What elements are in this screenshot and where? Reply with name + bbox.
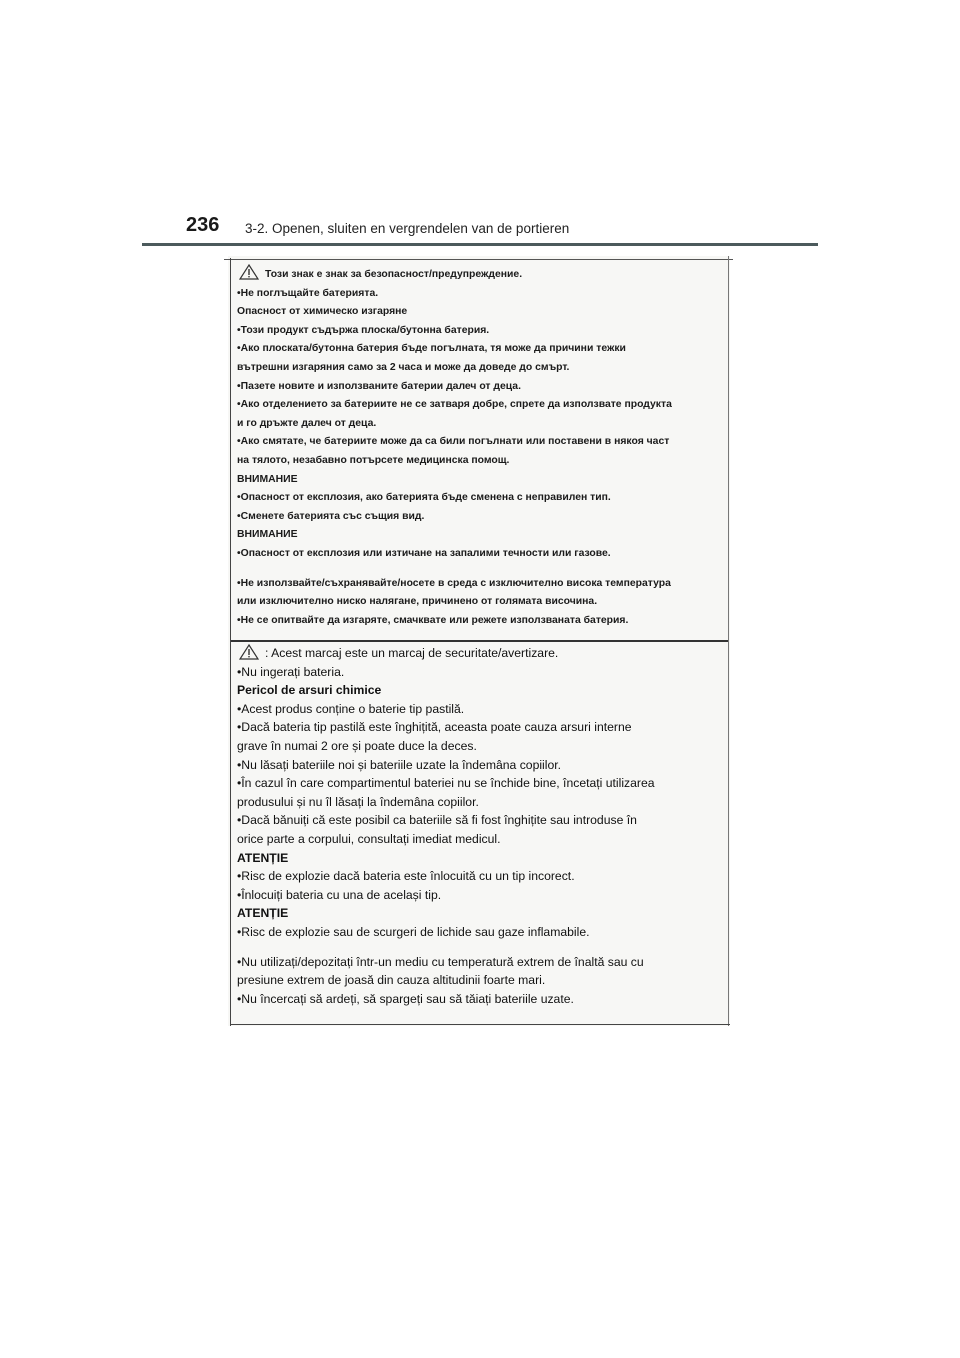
language-divider xyxy=(231,640,728,642)
text-line: •Ако плоската/бутонна батерия бъде погълната, тя може да причини тежки xyxy=(237,343,626,355)
text-line: вътрешни изгаряния само за 2 часа и може да доведе до смърт. xyxy=(237,361,570,373)
text-line: produsului și nu îl lăsați la îndemâna copiilor. xyxy=(237,794,479,809)
text-line: •Nu utilizați/depozitați într-un mediu cu temperatură extrem de înaltă sau cu xyxy=(237,954,644,969)
text-line: •Nu lăsați bateriile noi și bateriile uzate la îndemâna copiilor. xyxy=(237,757,562,772)
text-line: •Nu încercați să ardeți, să spargeți sau să tăiați bateriile uzate. xyxy=(237,991,574,1006)
warning-triangle-icon xyxy=(239,264,259,280)
text-line: •Acest produs conține o baterie tip pastilă. xyxy=(237,701,465,716)
text-line: •Dacă bateria tip pastilă este înghițită, aceasta poate cauza arsuri interne xyxy=(237,720,632,735)
bg-lines-d xyxy=(237,545,717,564)
text-line: •Сменете батерията със същия вид. xyxy=(237,510,425,522)
ro-heading-attention-2: ATENȚIE xyxy=(237,906,289,921)
ro-lines-b xyxy=(237,700,717,849)
scan-border-left xyxy=(230,258,231,1026)
ro-warning-symbol-line xyxy=(237,644,717,663)
bg-warning-symbol-text: Този знак е знак за безопасност/предупреждение. xyxy=(265,269,523,280)
text-line: •Не използвайте/съхранявайте/носете в среда с изключително висока температура xyxy=(237,577,671,589)
bg-spacer xyxy=(237,564,717,575)
ro-heading-chemical: Pericol de arsuri chimice xyxy=(237,683,382,698)
text-line: •Този продукт съдържа плоска/бутонна батерия. xyxy=(237,324,490,336)
bulgarian-warning-section xyxy=(237,264,717,630)
text-line: •Не се опитвайте да изгаряте, смачквате или режете използваната батерия. xyxy=(237,614,629,626)
scan-border-right xyxy=(728,256,729,1026)
section-title: 3-2. Openen, sluiten en vergrendelen van de portieren xyxy=(245,221,570,236)
text-line: •Ако отделението за батериите не се затваря добре, спрете да използвате продукта xyxy=(237,399,672,411)
text-line: •Înlocuiți bateria cu una de același tip. xyxy=(237,887,442,902)
text-line: на тялото, незабавно потърсете медицинска помощ. xyxy=(237,454,510,466)
text-line: •Risc de explozie dacă bateria este înlocuită cu un tip incorect. xyxy=(237,869,575,884)
ro-lines-d xyxy=(237,923,717,942)
text-line: orice parte a corpului, consultați imediat medicul. xyxy=(237,831,501,846)
text-line: •În cazul în care compartimentul bateriei nu se închide bine, încetați utilizarea xyxy=(237,776,655,791)
text-line: •Опасност от експлозия или изтичане на запалими течности или газове. xyxy=(237,547,611,559)
bg-lines-e xyxy=(237,575,717,631)
ro-lines-e xyxy=(237,953,717,1009)
bg-lines-a xyxy=(237,285,717,304)
warning-triangle-icon xyxy=(239,644,259,660)
text-line: •Опасност от експлозия, ако батерията бъде сменена с неправилен тип. xyxy=(237,492,611,504)
bg-heading-attention-2: ВНИМАНИЕ xyxy=(237,529,298,541)
bg-lines-c xyxy=(237,489,717,526)
text-line: grave în numai 2 ore și poate duce la deces. xyxy=(237,738,477,753)
text-line: presiune extrem de joasă din cauza altitudinii foarte mari. xyxy=(237,973,546,988)
text-line: •Risc de explozie sau de scurgeri de lichide sau gaze inflamabile. xyxy=(237,924,590,939)
ro-lines-a xyxy=(237,663,717,682)
text-line: и го дръжте далеч от деца. xyxy=(237,417,377,429)
text-line: •Ако смятате, че батериите може да са били погълнати или поставени в някоя част xyxy=(237,436,670,448)
romanian-warning-section xyxy=(237,644,717,1008)
ro-spacer xyxy=(237,942,717,953)
page-number: 236 xyxy=(186,214,220,236)
scan-border-bottom xyxy=(230,1024,730,1025)
header-rule xyxy=(142,243,818,246)
text-line: •Пазете новите и използваните батерии далеч от деца. xyxy=(237,380,521,392)
text-line: •Dacă bănuiți că este posibil ca bateriile să fi fost înghițite sau introduse în xyxy=(237,813,637,828)
bg-heading-chemical: Опасност от химическо изгаряне xyxy=(237,306,408,318)
bg-warning-symbol-line xyxy=(237,264,717,285)
ro-lines-c xyxy=(237,867,717,904)
bg-lines-b xyxy=(237,322,717,471)
scan-border-top xyxy=(224,259,733,260)
text-line: •Nu ingerați bateria. xyxy=(237,664,345,679)
ro-heading-attention-1: ATENȚIE xyxy=(237,850,289,865)
text-line: •Не поглъщайте батерията. xyxy=(237,287,379,299)
text-line: или изключително ниско налягане, причинено от голямата височина. xyxy=(237,596,598,608)
ro-warning-symbol-text: : Acest marcaj este un marcaj de securitate/avertizare. xyxy=(265,646,559,660)
bg-heading-attention-1: ВНИМАНИЕ xyxy=(237,473,298,485)
